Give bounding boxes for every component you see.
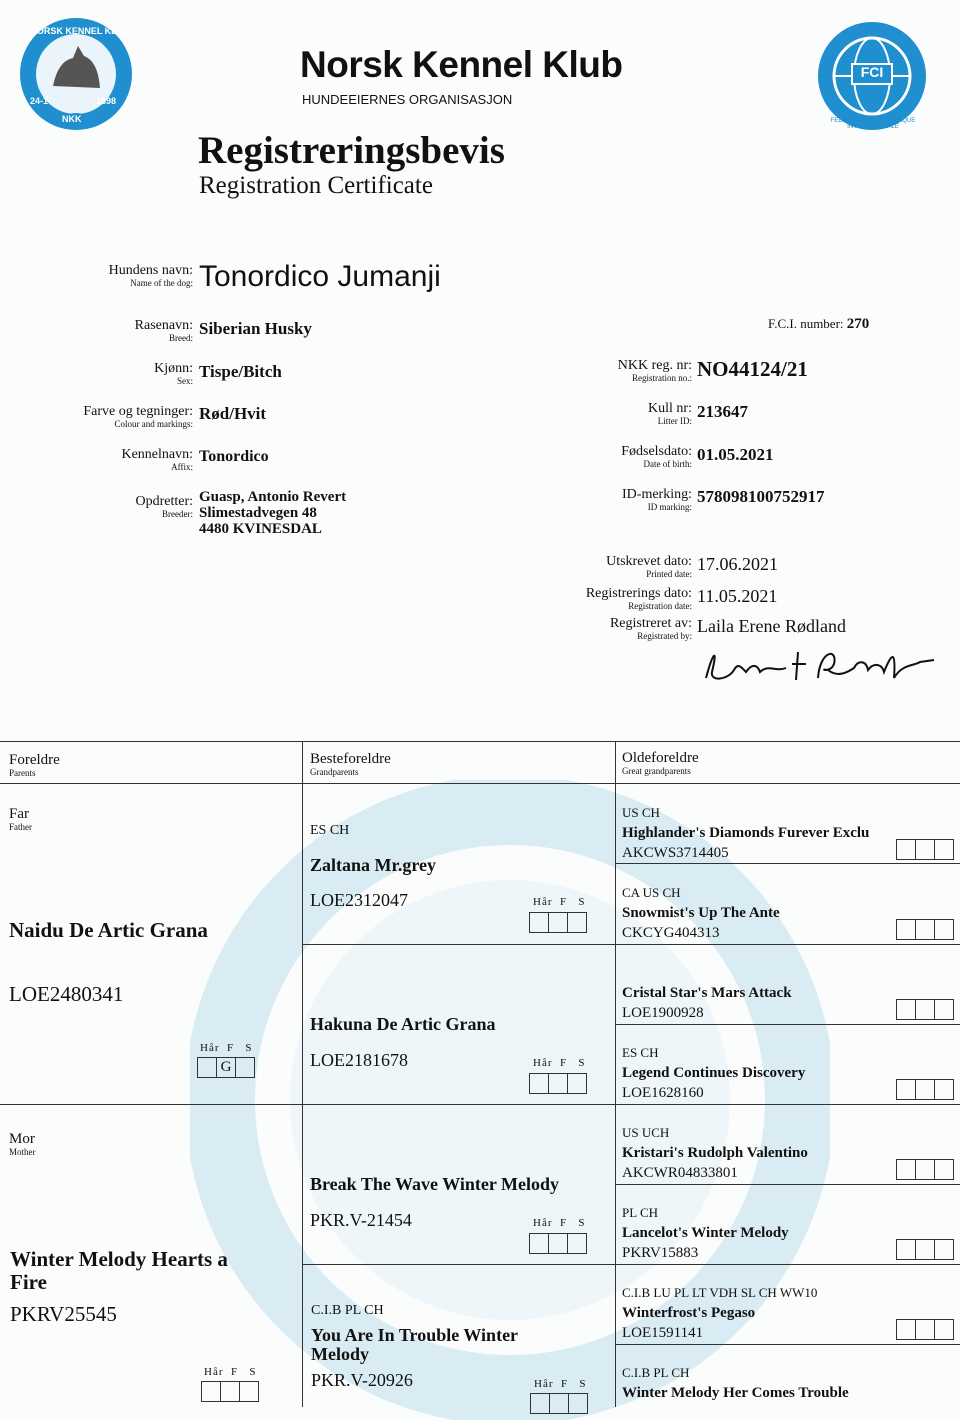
ggp-title: ES CH [622, 1045, 659, 1060]
ggp-reg: LOE1628160 [622, 1085, 704, 1101]
ggp-name: Cristal Star's Mars Attack [622, 985, 792, 1001]
nkk-logo-left: 24-1 [30, 96, 49, 106]
breeder-name: Guasp, Antonio Revert [199, 489, 347, 505]
gp1-reg: LOE2312047 [310, 890, 408, 910]
org-subtitle: HUNDEEIERNES ORGANISASJON [302, 92, 513, 107]
ggp-hfs-box [916, 1000, 935, 1019]
ggp-hfs-boxes [896, 839, 954, 860]
gp4-reg: PKR.V-20926 [311, 1370, 413, 1390]
regdate-label: Registrerings dato: Registration date: [585, 586, 692, 611]
gp1-hfs-label: Hår F S [533, 896, 586, 908]
ggp-hfs-box [916, 1240, 935, 1259]
pedigree-header-line [0, 783, 960, 784]
gp4-box-2 [550, 1394, 569, 1413]
ggp-hfs-boxes [896, 1319, 954, 1340]
gp3-hfs-label: Hår F S [533, 1217, 586, 1229]
mother-name-line1: Winter Melody Hearts a [10, 1247, 228, 1271]
fci-number-value: 270 [846, 316, 870, 332]
ggp-title: C.I.B LU PL LT VDH SL CH WW10 [622, 1285, 818, 1300]
breeder-street: Slimestadvegen 48 [199, 505, 317, 521]
breeder-address [199, 489, 346, 537]
ggp-name: Winterfrost's Pegaso [622, 1305, 756, 1321]
mother-name [10, 1248, 228, 1294]
ggp-divider-1 [615, 863, 960, 864]
ggp-cell [622, 963, 792, 1023]
affix-label: Kennelnavn: Affix: [121, 447, 193, 472]
ggp-hfs-box [935, 1160, 953, 1179]
ggp-hfs-box [935, 920, 953, 939]
ggp-name: Highlander's Diamonds Furever Exclu [622, 825, 870, 841]
org-name: Norsk Kennel Klub [300, 44, 623, 85]
ggp-name: Winter Melody Her Comes Trouble [622, 1385, 849, 1401]
header-grandparents: Besteforeldre Grandparents [310, 751, 391, 777]
breed: Siberian Husky [199, 319, 312, 338]
sex-label: Kjønn: Sex: [154, 361, 193, 386]
ggp-reg: CKCYG404313 [622, 925, 720, 941]
mother-reg: PKRV25545 [10, 1302, 117, 1326]
gp1-box-3 [568, 913, 586, 932]
dog-name-label: Hundens navn: Name of the dog: [108, 263, 193, 288]
gp4-name [311, 1326, 518, 1364]
ggp-cell [622, 1203, 789, 1263]
gp1-name: Zaltana Mr.grey [310, 855, 436, 875]
ggp-hfs-boxes [896, 919, 954, 940]
ggp-hfs-box [897, 1240, 916, 1259]
gp2-reg: LOE2181678 [310, 1050, 408, 1070]
header-great-grandparents: Oldeforeldre Great grandparents [622, 750, 699, 776]
mother-hair-box [202, 1382, 221, 1401]
printed-label: Utskrevet dato: Printed date: [606, 554, 692, 579]
ggp-hfs-box [916, 920, 935, 939]
pedigree-top-line [0, 741, 960, 742]
gp2-hfs-label: Hår F S [533, 1057, 586, 1069]
ggp-cell [622, 803, 869, 863]
gp4-hfs-boxes [530, 1393, 588, 1414]
printed-date: 17.06.2021 [697, 554, 778, 574]
breed-label: Rasenavn: Breed: [134, 318, 193, 343]
gp4-box-3 [569, 1394, 587, 1413]
ggp-divider-2 [615, 1024, 960, 1025]
gp1-box-2 [549, 913, 568, 932]
header-parents: Foreldre Parents [9, 752, 60, 778]
mother-name-line2: Fire [10, 1270, 47, 1294]
gp4-title: C.I.B PL CH [311, 1303, 384, 1318]
col-divider-2 [615, 741, 616, 1407]
father-label: Far Father [9, 806, 32, 832]
certificate-title: Registreringsbevis [198, 129, 505, 172]
ggp-hfs-box [916, 840, 935, 859]
ggp-reg: PKRV15883 [622, 1245, 699, 1261]
breeder-city: 4480 KVINESDAL [199, 521, 322, 537]
ggp-hfs-box [935, 1240, 953, 1259]
id-label: ID-merking: ID marking: [622, 487, 692, 512]
gp4-name-line2: Melody [311, 1344, 369, 1364]
ggp-name: Lancelot's Winter Melody [622, 1225, 789, 1241]
ggp-hfs-boxes [896, 1079, 954, 1100]
parents-divider [0, 1104, 960, 1105]
ggp-cell [622, 1283, 817, 1343]
ggp-cell [622, 1363, 849, 1403]
gp2-box-3 [568, 1074, 586, 1093]
ggp-hfs-box [897, 1000, 916, 1019]
dob-label: Fødselsdato: Date of birth: [621, 444, 692, 469]
ggp-name: Kristari's Rudolph Valentino [622, 1145, 808, 1161]
ggp-cell [622, 1123, 808, 1183]
ggp-hfs-box [935, 840, 953, 859]
ggp-hfs-box [916, 1320, 935, 1339]
gp1-box-1 [530, 913, 549, 932]
certificate-subtitle: Registration Certificate [199, 172, 433, 199]
ggp-divider-4 [615, 1344, 960, 1345]
ggp-hfs-boxes [896, 1239, 954, 1260]
ggp-title: C.I.B PL CH [622, 1365, 690, 1380]
ggp-hfs-boxes [896, 1159, 954, 1180]
gp3-box-1 [530, 1234, 549, 1253]
fci-ring-text: FEDERATION CYNOLOGIQUE INTERNATIONALE [830, 118, 916, 130]
gp2-box-2 [549, 1074, 568, 1093]
ggp-hfs-boxes [896, 999, 954, 1020]
ggp-hfs-box [897, 840, 916, 859]
gp4-box-1 [531, 1394, 550, 1413]
father-hfs-label: Hår F S [200, 1042, 253, 1054]
gp-divider-2 [302, 1264, 960, 1265]
affix: Tonordico [199, 448, 269, 465]
ggp-hfs-box [916, 1160, 935, 1179]
ggp-reg: AKCWR04833801 [622, 1165, 738, 1181]
father-s-box [236, 1058, 254, 1077]
ggp-title: US CH [622, 805, 660, 820]
ggp-title: CA US CH [622, 885, 681, 900]
gp1-hfs-boxes [529, 912, 587, 933]
father-reg: LOE2480341 [9, 982, 124, 1006]
mother-label: Mor Mother [9, 1131, 36, 1157]
mother-s-box [240, 1382, 258, 1401]
gp3-box-2 [549, 1234, 568, 1253]
gp2-name: Hakuna De Artic Grana [310, 1014, 496, 1034]
nkk-logo-text: NORSK KENNEL KLUB [30, 26, 130, 36]
father-name: Naidu De Artic Grana [9, 918, 208, 942]
ggp-hfs-box [897, 1080, 916, 1099]
ggp-hfs-box [935, 1000, 953, 1019]
dob: 01.05.2021 [697, 445, 774, 464]
litter-label: Kull nr: Litter ID: [648, 401, 692, 426]
mother-hfs-label: Hår F S [204, 1366, 257, 1378]
ggp-name: Snowmist's Up The Ante [622, 905, 780, 921]
gp3-box-3 [568, 1234, 586, 1253]
gp4-hfs-label: Hår F S [534, 1378, 587, 1390]
ggp-name: Legend Continues Discovery [622, 1065, 806, 1081]
ggp-hfs-box [897, 1320, 916, 1339]
gp-divider-1 [302, 944, 960, 945]
regnr-label: NKK reg. nr: Registration no.: [617, 358, 692, 383]
ggp-reg: AKCWS3714405 [622, 845, 729, 861]
gp3-hfs-boxes [529, 1233, 587, 1254]
gp2-hfs-boxes [529, 1073, 587, 1094]
father-hfs-boxes [197, 1057, 255, 1078]
id-marking: 578098100752917 [697, 487, 825, 506]
gp1-title: ES CH [310, 823, 350, 838]
ggp-hfs-box [897, 1160, 916, 1179]
regby-label: Registreret av: Registrated by: [609, 616, 692, 641]
father-hair-box [198, 1058, 217, 1077]
nkk-logo-right: 1898 [96, 96, 117, 106]
fci-logo-text: FCI [860, 64, 884, 80]
fci-number: F.C.I. number: 270 [768, 316, 870, 332]
nkk-logo-badge: NKK [62, 114, 82, 124]
ggp-reg: LOE1900928 [622, 1005, 704, 1021]
father-f-box: G [217, 1058, 236, 1077]
ggp-reg: LOE1591141 [622, 1325, 704, 1341]
sex: Tispe/Bitch [199, 362, 282, 381]
ggp-divider-3 [615, 1184, 960, 1185]
ggp-hfs-box [897, 920, 916, 939]
col-divider-1 [302, 741, 303, 1407]
ggp-cell [622, 883, 780, 943]
dog-name: Tonordico Jumanji [199, 260, 441, 293]
mother-f-box [221, 1382, 240, 1401]
breeder-label: Opdretter: Breeder: [135, 494, 193, 519]
registration-date: 11.05.2021 [697, 586, 778, 606]
registered-by: Laila Erene Rødland [697, 616, 846, 636]
ggp-title: PL CH [622, 1205, 658, 1220]
gp3-reg: PKR.V-21454 [310, 1210, 412, 1230]
gp2-box-1 [530, 1074, 549, 1093]
mother-hfs-boxes [201, 1381, 259, 1402]
colour: Rød/Hvit [199, 404, 267, 423]
gp4-name-line1: You Are In Trouble Winter [311, 1325, 519, 1345]
gp3-name: Break The Wave Winter Melody [310, 1174, 560, 1194]
ggp-title [622, 963, 792, 983]
litter: 213647 [697, 402, 748, 421]
ggp-title: US UCH [622, 1125, 670, 1140]
ggp-cell [622, 1043, 805, 1103]
regnr: NO44124/21 [697, 357, 808, 381]
signature [698, 642, 948, 688]
ggp-hfs-box [916, 1080, 935, 1099]
ggp-hfs-box [935, 1080, 953, 1099]
colour-label: Farve og tegninger: Colour and markings: [83, 404, 193, 429]
ggp-hfs-box [935, 1320, 953, 1339]
